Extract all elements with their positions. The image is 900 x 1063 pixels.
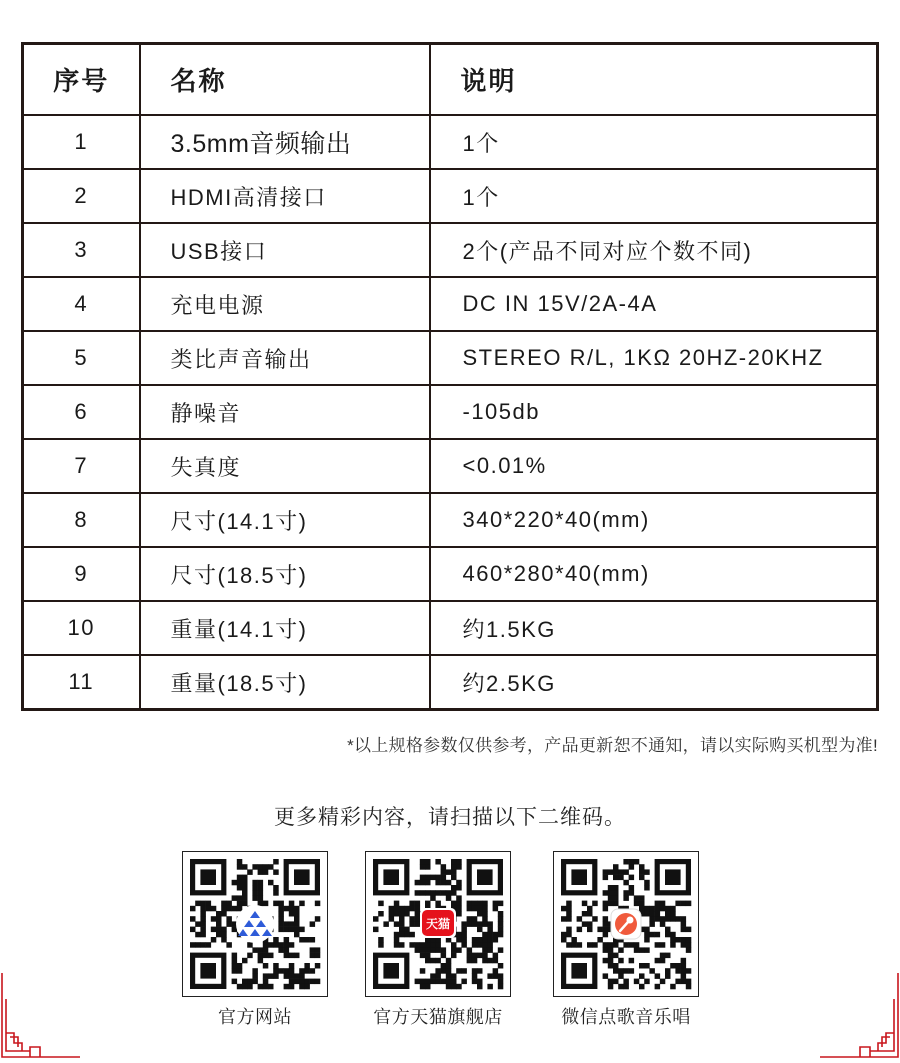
qr-code-tmall[interactable] <box>365 851 511 997</box>
row-name: HDMI高清接口 <box>140 169 430 223</box>
row-desc: <0.01% <box>430 439 878 493</box>
row-no: 11 <box>23 655 140 710</box>
table-row <box>23 547 878 601</box>
row-name: 重量(14.1寸) <box>140 601 430 655</box>
spec-table <box>21 42 879 711</box>
row-no: 3 <box>23 223 140 277</box>
row-name: 3.5mm音频输出 <box>140 115 430 169</box>
row-desc: 1个 <box>430 115 878 169</box>
row-no: 2 <box>23 169 140 223</box>
corner-ornament-right-icon <box>818 973 900 1063</box>
qr-code-website[interactable] <box>182 851 328 997</box>
table-row <box>23 277 878 331</box>
corner-ornament-left-icon <box>0 973 82 1063</box>
table-row <box>23 493 878 547</box>
header-desc: 说明 <box>430 44 878 116</box>
row-no: 5 <box>23 331 140 385</box>
row-desc: 340*220*40(mm) <box>430 493 878 547</box>
row-name: USB接口 <box>140 223 430 277</box>
row-desc: 约1.5KG <box>430 601 878 655</box>
row-name: 类比声音输出 <box>140 331 430 385</box>
microphone-app-icon <box>611 909 641 939</box>
header-name: 名称 <box>140 44 430 116</box>
row-desc: 2个(产品不同对应个数不同) <box>430 223 878 277</box>
scan-tip: 更多精彩内容，请扫描以下二维码。 <box>274 806 626 829</box>
qr-label-wechat-karaoke: 微信点歌音乐唱 <box>561 1007 691 1027</box>
table-row <box>23 385 878 439</box>
table-row <box>23 601 878 655</box>
qr-code-wechat-karaoke[interactable] <box>553 851 699 997</box>
row-no: 8 <box>23 493 140 547</box>
row-desc: 约2.5KG <box>430 655 878 710</box>
row-no: 7 <box>23 439 140 493</box>
row-name: 重量(18.5寸) <box>140 655 430 710</box>
row-no: 10 <box>23 601 140 655</box>
table-header-row <box>23 44 878 116</box>
row-desc: STEREO R/L, 1KΩ 20HZ-20KHZ <box>430 331 878 385</box>
header-no: 序号 <box>23 44 140 116</box>
tmall-badge-text: 天猫 <box>425 917 451 931</box>
table-row <box>23 169 878 223</box>
table-row <box>23 115 878 169</box>
table-row <box>23 223 878 277</box>
row-name: 尺寸(18.5寸) <box>140 547 430 601</box>
tmall-logo-icon <box>420 908 456 938</box>
row-name: 尺寸(14.1寸) <box>140 493 430 547</box>
row-no: 6 <box>23 385 140 439</box>
row-desc: -105db <box>430 385 878 439</box>
qr-label-tmall: 官方天猫旗舰店 <box>373 1007 503 1027</box>
row-no: 4 <box>23 277 140 331</box>
row-desc: 460*280*40(mm) <box>430 547 878 601</box>
disclaimer-note: *以上规格参数仅供参考，产品更新恕不通知，请以实际购买机型为准! <box>347 736 878 755</box>
row-name: 静噪音 <box>140 385 430 439</box>
row-no: 9 <box>23 547 140 601</box>
table-row <box>23 439 878 493</box>
qr-label-website: 官方网站 <box>218 1007 292 1027</box>
row-desc: DC IN 15V/2A-4A <box>430 277 878 331</box>
website-logo-icon <box>236 905 274 943</box>
row-desc: 1个 <box>430 169 878 223</box>
row-no: 1 <box>23 115 140 169</box>
row-name: 充电电源 <box>140 277 430 331</box>
table-row <box>23 655 878 710</box>
table-row <box>23 331 878 385</box>
row-name: 失真度 <box>140 439 430 493</box>
